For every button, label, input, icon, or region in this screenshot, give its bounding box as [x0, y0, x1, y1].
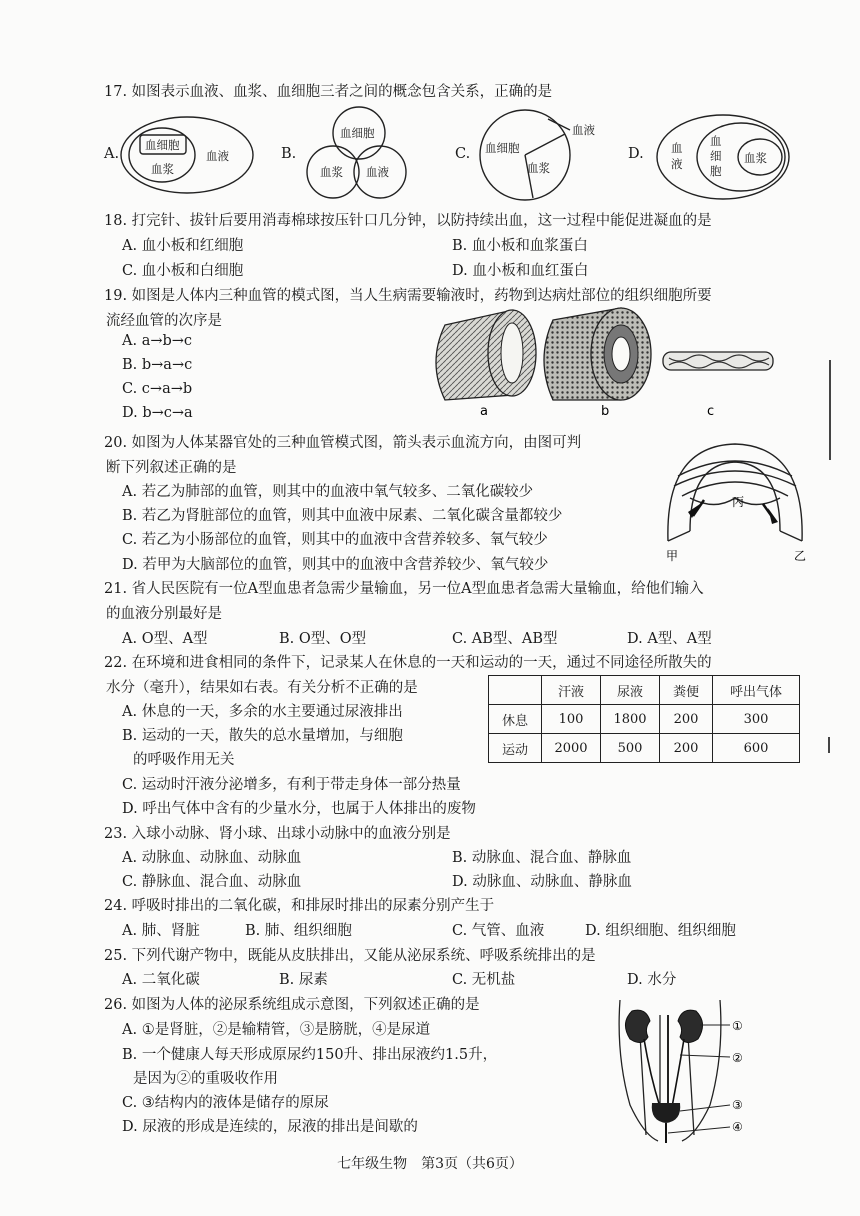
table-cell: 1800 — [601, 705, 660, 734]
table-cell: 2000 — [542, 734, 601, 763]
q26-option-b-line2: 是因为②的重吸收作用 — [133, 1071, 278, 1087]
q17b-label-xuexibao: 血细胞 — [340, 126, 375, 140]
q21-stem-line2: 的血液分别最好是 — [106, 606, 222, 622]
q17-option-a-label: A. — [104, 146, 120, 162]
q17a-label-xuexibao: 血细胞 — [145, 138, 180, 152]
table-header-blank — [489, 676, 542, 705]
q22-stem-line2: 水分（毫升），结果如右表。有关分析不正确的是 — [106, 680, 418, 696]
q24-option-a: A. 肺、肾脏 — [122, 923, 200, 939]
q23-option-d: D. 动脉血、动脉血、静脉血 — [452, 874, 632, 890]
q24-stem: 24. 呼吸时排出的二氧化碳，和排尿时排出的尿素分别产生于 — [104, 898, 495, 914]
q17d-label-xuejiang: 血浆 — [744, 151, 767, 165]
q26-stem: 26. 如图为人体的泌尿系统组成示意图，下列叙述正确的是 — [104, 997, 480, 1013]
q25-option-c: C. 无机盐 — [452, 972, 516, 988]
q23-stem: 23. 入球小动脉、肾小球、出球小动脉中的血液分别是 — [104, 826, 451, 842]
table-cell: 500 — [601, 734, 660, 763]
urinary-label-1: ① — [732, 1019, 743, 1033]
q17b-label-xuejiang: 血浆 — [320, 165, 343, 179]
urinary-label-4: ④ — [732, 1120, 743, 1134]
table-header-row — [489, 676, 800, 705]
q22-option-b-line2: 的呼吸作用无关 — [133, 752, 235, 768]
q26-option-b-line1: B. 一个健康人每天形成原尿约150升、排出尿液约1.5升， — [122, 1047, 498, 1063]
q17d-label-xue: 血 — [671, 141, 683, 155]
q21-option-b: B. O型、O型 — [279, 631, 367, 647]
q21-option-a: A. O型、A型 — [122, 631, 208, 647]
q20-option-d: D. 若甲为大脑部位的血管，则其中的血液中含营养较少、氧气较少 — [122, 557, 549, 573]
table-header-sweat: 汗液 — [542, 676, 601, 705]
q17d-label-ye: 液 — [671, 157, 683, 171]
q23-option-c: C. 静脉血、混合血、动脉血 — [122, 874, 302, 890]
urinary-label-2: ② — [732, 1051, 743, 1065]
page-footer: 七年级生物 第3页（共6页） — [337, 1156, 523, 1172]
table-cell: 600 — [713, 734, 800, 763]
table-cell: 100 — [542, 705, 601, 734]
label-bing: 丙 — [732, 495, 745, 509]
q25-option-d: D. 水分 — [627, 972, 677, 988]
vessel-label-a: a — [480, 404, 488, 419]
q18-option-d: D. 血小板和血红蛋白 — [452, 263, 589, 279]
vessel-b-artwork — [544, 308, 651, 400]
table-cell: 300 — [713, 705, 800, 734]
q20-stem-line1: 20. 如图为人体某器官处的三种血管模式图，箭头表示血流方向，由图可判 — [104, 435, 582, 451]
q17a-label-xueye: 血液 — [206, 149, 229, 163]
q26-option-a: A. ①是肾脏，②是输精管，③是膀胱，④是尿道 — [122, 1022, 431, 1038]
q23-option-a: A. 动脉血、动脉血、动脉血 — [122, 850, 302, 866]
table-row — [489, 734, 800, 763]
q26-option-d: D. 尿液的形成是连续的，尿液的排出是间歇的 — [122, 1119, 418, 1135]
table-cell: 运动 — [489, 734, 542, 763]
q17a-label-xuejiang: 血浆 — [151, 162, 174, 176]
q22-water-loss-table — [488, 675, 800, 763]
q22-option-a: A. 休息的一天，多余的水主要通过尿液排出 — [122, 704, 403, 720]
q20-stem-line2: 断下列叙述正确的是 — [106, 460, 237, 476]
q18-option-b: B. 血小板和血浆蛋白 — [452, 238, 588, 254]
q26-urinary-system-figure — [610, 995, 790, 1145]
q19-option-c: C. c→a→b — [122, 381, 193, 397]
q17-option-b-label: B. — [281, 146, 297, 162]
table-header-urine: 尿液 — [601, 676, 660, 705]
q17d-label-xi: 细 — [710, 149, 722, 163]
q19-option-a: A. a→b→c — [122, 333, 193, 349]
vessel-label-c: c — [707, 404, 715, 419]
q17d-label-bao: 胞 — [710, 164, 722, 178]
vessel-c-artwork — [663, 352, 773, 370]
q22-option-c: C. 运动时汗液分泌增多，有利于带走身体一部分热量 — [122, 777, 461, 793]
q26-option-c: C. ③结构内的液体是储存的原尿 — [122, 1095, 329, 1111]
q24-option-c: C. 气管、血液 — [452, 923, 545, 939]
vessel-label-b: b — [601, 404, 610, 419]
q24-option-b: B. 肺、组织细胞 — [245, 923, 352, 939]
q22-option-d: D. 呼出气体中含有的少量水分，也属于人体排出的废物 — [122, 801, 476, 817]
q19-option-d: D. b→c→a — [122, 405, 193, 421]
q19-stem-line1: 19. 如图是人体内三种血管的模式图，当人生病需要输液时，药物到达病灶部位的组织细胞所要 — [104, 288, 712, 304]
q22-option-b-line1: B. 运动的一天，散失的总水量增加，与细胞 — [122, 728, 403, 744]
label-jia: 甲 — [666, 549, 679, 563]
q21-option-c: C. AB型、AB型 — [452, 631, 558, 647]
q17-option-c-label: C. — [455, 146, 471, 162]
q17-option-d-label: D. — [628, 146, 644, 162]
q18-option-c: C. 血小板和白细胞 — [122, 263, 244, 279]
q17b-label-xueye: 血液 — [366, 165, 389, 179]
q20-option-b: B. 若乙为肾脏部位的血管，则其中血液中尿素、二氧化碳含量都较少 — [122, 508, 563, 524]
q17c-label-xuexibao: 血细胞 — [485, 141, 520, 155]
q21-option-d: D. A型、A型 — [627, 631, 712, 647]
table-row — [489, 705, 800, 734]
q19-vessel-figure — [425, 300, 825, 430]
q25-option-b: B. 尿素 — [279, 972, 328, 988]
q18-option-a: A. 血小板和红细胞 — [122, 238, 244, 254]
q22-stem-line1: 22. 在环境和进食相同的条件下，记录某人在休息的一天和运动的一天，通过不同途径所散失的 — [104, 655, 712, 671]
q17c-label-xuejiang: 血浆 — [527, 161, 550, 175]
q25-option-a: A. 二氧化碳 — [122, 972, 200, 988]
q23-option-b: B. 动脉血、混合血、静脉血 — [452, 850, 632, 866]
q17-venn-diagrams — [0, 0, 860, 215]
table-cell: 休息 — [489, 705, 542, 734]
label-yi: 乙 — [794, 549, 807, 563]
vessel-a-artwork — [436, 310, 536, 400]
urinary-label-3: ③ — [732, 1098, 743, 1112]
q20-vessel-arch-figure — [660, 436, 810, 564]
q17c-label-xueye: 血液 — [572, 123, 595, 137]
q17d-label-xue2: 血 — [710, 134, 722, 148]
table-header-feces: 粪便 — [660, 676, 713, 705]
q19-stem-line2: 流经血管的次序是 — [106, 313, 222, 329]
q18-stem: 18. 打完针、拔针后要用消毒棉球按压针口几分钟，以防持续出血，这一过程中能促进凝血的是 — [104, 213, 712, 229]
table-header-breath: 呼出气体 — [713, 676, 800, 705]
scan-edge-mark — [828, 737, 830, 753]
table-cell: 200 — [660, 734, 713, 763]
q20-option-c: C. 若乙为小肠部位的血管，则其中的血液中含营养较多、氧气较少 — [122, 532, 548, 548]
q17-stem: 17. 如图表示血液、血浆、血细胞三者之间的概念包含关系，正确的是 — [104, 84, 553, 100]
q19-option-b: B. b→a→c — [122, 357, 193, 373]
table-cell: 200 — [660, 705, 713, 734]
q21-stem-line1: 21. 省人民医院有一位A型血患者急需少量输血，另一位A型血患者急需大量输血，给他们输入 — [104, 581, 704, 597]
scan-edge-mark — [829, 360, 831, 460]
q25-stem: 25. 下列代谢产物中，既能从皮肤排出，又能从泌尿系统、呼吸系统排出的是 — [104, 948, 596, 964]
q20-option-a: A. 若乙为肺部的血管，则其中的血液中氧气较多、二氧化碳较少 — [122, 484, 534, 500]
q24-option-d: D. 组织细胞、组织细胞 — [585, 923, 736, 939]
